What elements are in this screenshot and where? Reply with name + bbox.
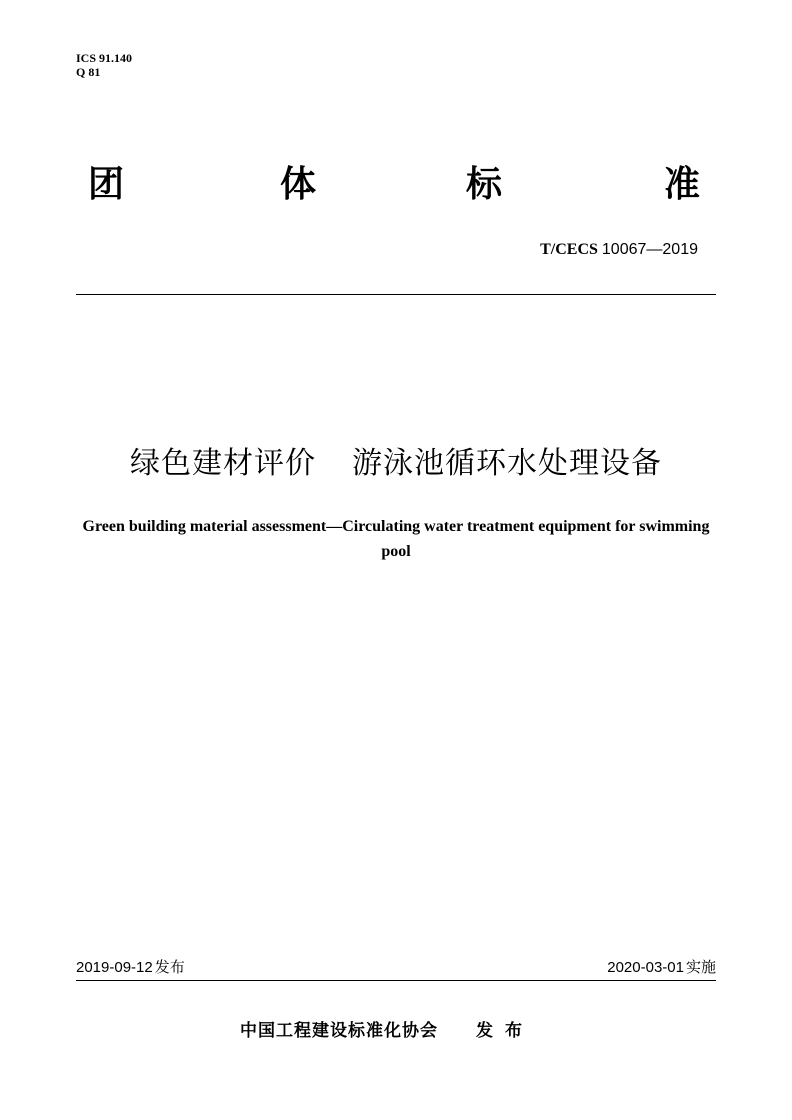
standard-type-char: 体 (280, 164, 317, 205)
issue-label: 发布 (154, 958, 185, 976)
publisher-action: 发布 (476, 1021, 534, 1041)
publisher-line (240, 1020, 534, 1042)
standard-type-char: 准 (664, 164, 701, 205)
title-english: Green building material assessment—Circulating water treatment equipment for swimming pool (82, 518, 710, 560)
issue-date: 2019-09-12 (76, 959, 153, 976)
standard-number-value: 10067—2019 (601, 241, 698, 258)
standard-number (540, 239, 698, 260)
title-chinese-part2: 游泳池循环水处理设备 (352, 446, 662, 481)
standard-type-heading (84, 162, 714, 208)
publisher-org: 中国工程建设标准化协会 (240, 1021, 438, 1041)
top-divider (76, 294, 716, 295)
title-chinese (0, 444, 792, 484)
classification-codes (76, 51, 132, 79)
standard-type-char: 标 (466, 164, 503, 205)
ics-code: ICS 91.140 (76, 51, 133, 65)
issue-date-block (76, 957, 185, 978)
implement-date: 2020-03-01 (607, 959, 684, 976)
standard-number-prefix: T/CECS (540, 241, 598, 258)
implement-label: 实施 (685, 958, 716, 976)
standard-type-char: 团 (88, 164, 125, 205)
implement-date-block (607, 957, 716, 978)
bottom-divider (76, 980, 716, 981)
title-chinese-part1: 绿色建材评价 (130, 446, 316, 481)
ccs-code: Q 81 (76, 65, 101, 79)
